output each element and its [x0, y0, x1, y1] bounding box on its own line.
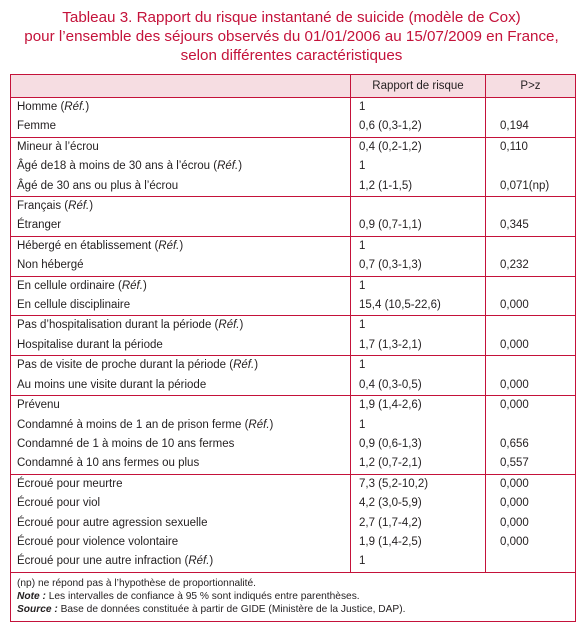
table-row: [11, 376, 576, 396]
table-row: [11, 494, 576, 513]
table-notes: [11, 572, 576, 621]
risk-ratio-cell: 0,7 (0,3-1,3): [351, 256, 486, 276]
row-label-text: Homme: [17, 101, 58, 113]
title-line-1: Tableau 3. Rapport du risque instantané de suicide (modèle de Cox): [62, 9, 521, 26]
p-value-cell: 0,000: [486, 396, 576, 416]
table-row: [11, 216, 576, 236]
table-row: [11, 117, 576, 137]
risk-ratio-cell: 1: [351, 356, 486, 376]
ref-marker: Réf.: [233, 359, 255, 372]
row-label-text: Écroué pour viol: [17, 497, 101, 510]
risk-ratio-cell: 1,2 (0,7-2,1): [351, 454, 486, 474]
table-row: [11, 416, 576, 435]
table-row: [11, 177, 576, 197]
risk-ratio-cell: 2,7 (1,7-4,2): [351, 514, 486, 533]
row-label-text: Hébergé en établissement: [17, 239, 152, 252]
row-label: [11, 336, 351, 356]
row-label: [11, 216, 351, 236]
row-label: Écroué pour une autre infraction (Réf.): [17, 555, 214, 568]
header-risk-ratio: Rapport de risque: [351, 75, 486, 98]
table-container: [10, 74, 575, 622]
p-value-cell: [486, 236, 576, 256]
p-value-cell: [486, 316, 576, 336]
risk-ratio-cell: 1,7 (1,3-2,1): [351, 336, 486, 356]
table-row: [11, 533, 576, 552]
p-value-cell: [486, 276, 576, 296]
p-value-cell: 0,000: [486, 336, 576, 356]
p-value-cell: 0,000: [486, 494, 576, 513]
risk-ratio-cell: 15,4 (10,5-22,6): [351, 296, 486, 316]
risk-ratio-cell: [351, 197, 486, 217]
p-value-cell: 0,232: [486, 256, 576, 276]
title-line-3: selon différentes caractéristiques: [180, 47, 403, 64]
risk-ratio-cell: 1: [351, 316, 486, 336]
row-label: [11, 137, 351, 157]
table-row: [11, 474, 576, 494]
source-note: [17, 603, 569, 616]
p-value-cell: 0,071(np): [486, 177, 576, 197]
row-label-text: Écroué pour violence volontaire: [17, 535, 179, 548]
table-row: [11, 296, 576, 316]
note-text: Les intervalles de confiance à 95 % sont indiqués entre parenthèses.: [45, 590, 360, 602]
notes-row: [11, 572, 576, 621]
ref-marker: Réf.: [188, 555, 210, 568]
risk-ratio-cell: 1: [351, 552, 486, 572]
row-label-text: Condamné de 1 à moins de 10 ans fermes: [17, 437, 235, 450]
row-label: Hébergé en établissement (Réf.): [11, 236, 351, 256]
header-p-value: P>z: [486, 75, 576, 98]
row-label: Pas d’hospitalisation durant la période (Réf.): [11, 316, 351, 336]
row-label-text: Français: [17, 200, 62, 213]
row-label-text: Non hébergé: [17, 259, 84, 272]
row-label: [11, 117, 351, 137]
row-label-text: Hospitalise durant la période: [17, 338, 163, 351]
risk-ratio-cell: 1: [351, 416, 486, 435]
p-value-cell: 0,345: [486, 216, 576, 236]
note-label: Note :: [17, 590, 46, 602]
risk-ratio-cell: 1: [351, 236, 486, 256]
ref-marker: Réf.: [121, 279, 143, 292]
table-row: [11, 514, 576, 533]
row-label-text: Condamné à 10 ans fermes ou plus: [17, 457, 200, 470]
risk-table: [10, 74, 576, 622]
row-label: En cellule ordinaire (Réf.): [11, 276, 351, 296]
table-row: [11, 396, 576, 416]
ref-marker: Réf.: [68, 200, 90, 213]
row-label-text: Âgé de 30 ans ou plus à l’écrou: [17, 179, 179, 192]
row-label-text: Condamné à moins de 1 an de prison ferme: [17, 418, 242, 431]
table-row: [11, 356, 576, 376]
risk-ratio-cell: 1,9 (1,4-2,6): [351, 396, 486, 416]
table-row: [11, 236, 576, 256]
table-row: [11, 552, 576, 572]
table-row: [11, 316, 576, 336]
p-value-cell: [486, 416, 576, 435]
risk-ratio-cell: 0,4 (0,2-1,2): [351, 137, 486, 157]
risk-ratio-cell: 0,9 (0,6-1,3): [351, 435, 486, 454]
table-row: [11, 276, 576, 296]
row-label: [11, 296, 351, 316]
table-row: [11, 256, 576, 276]
p-value-cell: 0,000: [486, 474, 576, 494]
row-label-text: Pas de visite de proche durant la période: [17, 359, 227, 372]
row-label-text: Âgé de18 à moins de 30 ans à l’écrou: [17, 160, 211, 173]
table-row: [11, 137, 576, 157]
row-label: [11, 376, 351, 396]
table-row: [11, 454, 576, 474]
risk-ratio-cell: 0,6 (0,3-1,2): [351, 117, 486, 137]
row-label: [11, 396, 351, 416]
risk-ratio-cell: 0,9 (0,7-1,1): [351, 216, 486, 236]
row-label-text: Prévenu: [17, 399, 60, 412]
p-value-cell: [486, 98, 576, 118]
row-label-text: En cellule ordinaire: [17, 279, 115, 292]
row-label: Pas de visite de proche durant la période (Réf.): [11, 356, 351, 376]
p-value-cell: 0,000: [486, 514, 576, 533]
row-label: [11, 454, 351, 474]
ref-marker: Réf.: [64, 101, 86, 113]
p-value-cell: 0,110: [486, 137, 576, 157]
row-label-text: Écroué pour une autre infraction: [17, 555, 182, 568]
risk-ratio-cell: 7,3 (5,2-10,2): [351, 474, 486, 494]
title-line-2: pour l’ensemble des séjours observés du 01/01/2006 au 15/07/2009 en France,: [24, 28, 559, 45]
table-row: [11, 197, 576, 217]
p-value-cell: 0,000: [486, 296, 576, 316]
risk-ratio-cell: 1,9 (1,4-2,5): [351, 533, 486, 552]
row-label-text: Écroué pour meurtre: [17, 477, 123, 490]
row-label: Français (Réf.): [11, 197, 351, 217]
source-text: Base de données constituée à partir de GIDE (Ministère de la Justice, DAP).: [57, 603, 406, 615]
table-body: [11, 98, 576, 573]
risk-ratio-cell: 1: [351, 276, 486, 296]
p-value-cell: 0,656: [486, 435, 576, 454]
risk-ratio-cell: 1: [351, 98, 486, 118]
header-row: [11, 75, 576, 98]
row-label-text: Étranger: [17, 219, 62, 232]
p-value-cell: [486, 157, 576, 176]
p-value-cell: 0,557: [486, 454, 576, 474]
ref-marker: Réf.: [248, 418, 270, 431]
table-row: [11, 98, 576, 118]
table-row: [11, 435, 576, 454]
p-value-cell: [486, 356, 576, 376]
p-value-cell: 0,000: [486, 533, 576, 552]
table-row: [11, 157, 576, 176]
risk-ratio-cell: 1,2 (1-1,5): [351, 177, 486, 197]
row-label-text: Pas d’hospitalisation durant la période: [17, 319, 212, 332]
row-label-text: Au moins une visite durant la période: [17, 378, 207, 391]
p-value-cell: [486, 197, 576, 217]
row-label: [11, 177, 351, 197]
p-value-cell: 0,000: [486, 376, 576, 396]
source-label: Source :: [17, 603, 58, 615]
ref-marker: Réf.: [218, 319, 240, 332]
risk-ratio-cell: 0,4 (0,3-0,5): [351, 376, 486, 396]
np-note: (np) ne répond pas à l’hypothèse de proportionnalité.: [17, 577, 257, 589]
row-label: Condamné à moins de 1 an de prison ferme (Réf.): [17, 418, 274, 431]
ref-marker: Réf.: [158, 239, 180, 252]
row-label: Homme (Réf.): [17, 101, 90, 113]
table-title: [0, 0, 583, 65]
p-value-cell: [486, 552, 576, 572]
header-label: [11, 75, 351, 98]
risk-ratio-cell: 1: [351, 157, 486, 176]
row-label-text: Écroué pour autre agression sexuelle: [17, 516, 208, 529]
ref-marker: Réf.: [217, 160, 239, 173]
row-label-text: Mineur à l’écrou: [17, 140, 99, 153]
row-label: [11, 435, 351, 454]
risk-ratio-cell: 4,2 (3,0-5,9): [351, 494, 486, 513]
row-label: Âgé de18 à moins de 30 ans à l’écrou (Réf.): [17, 160, 243, 173]
table-row: [11, 336, 576, 356]
p-value-cell: 0,194: [486, 117, 576, 137]
ci-note: [17, 590, 569, 603]
row-label-text: Femme: [17, 120, 56, 133]
row-label: [11, 514, 351, 533]
row-label: [11, 494, 351, 513]
row-label: [11, 474, 351, 494]
row-label-text: En cellule disciplinaire: [17, 299, 131, 312]
row-label: [11, 533, 351, 552]
row-label: [11, 256, 351, 276]
